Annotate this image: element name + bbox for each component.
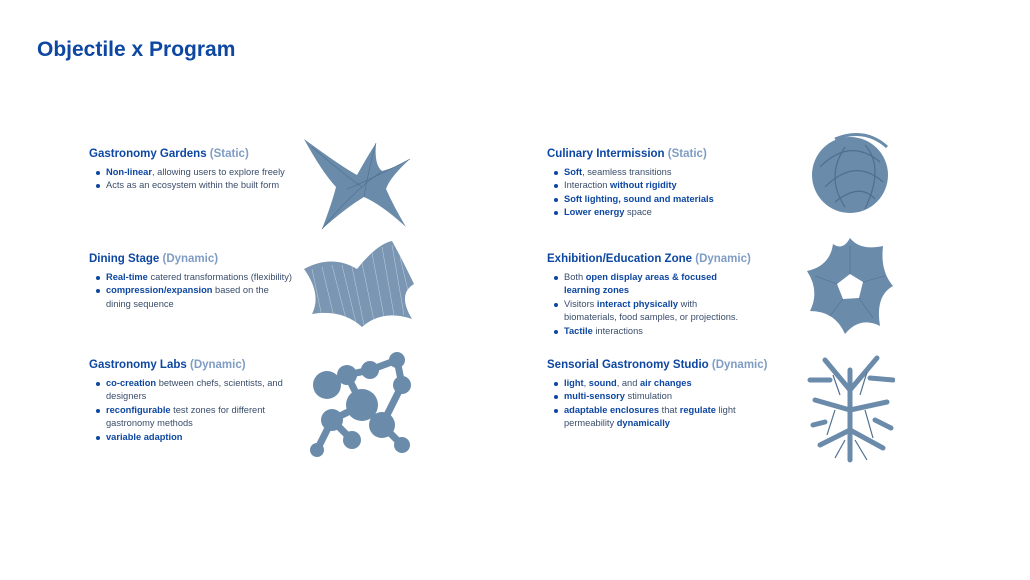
bullet-emphasis: open display areas & focused learning zones — [564, 272, 717, 296]
tensile-membrane-icon — [302, 137, 412, 232]
bullet-text: , seamless transitions — [582, 167, 672, 177]
bullet-item — [564, 166, 752, 179]
bullet-item — [564, 271, 752, 298]
bullet-list — [547, 377, 752, 431]
section-mode: (Dynamic) — [711, 359, 768, 371]
section-name: Exhibition/Education Zone — [547, 253, 693, 265]
section-mode: (Dynamic) — [695, 253, 751, 265]
section-gastronomy-gardens — [89, 148, 294, 193]
bullet-emphasis: variable adaption — [106, 431, 183, 442]
bullet-text: Both — [564, 272, 586, 282]
section-mode: (Dynamic) — [189, 359, 246, 371]
bullet-item — [564, 390, 752, 403]
bullet-item — [564, 377, 752, 390]
bullet-list — [89, 271, 294, 311]
bullet-text: that — [659, 404, 680, 415]
bullet-text: interactions — [592, 325, 643, 336]
bullet-text: stimulation — [624, 391, 672, 402]
bullet-emphasis: reconfigurable — [106, 404, 171, 415]
section-heading — [89, 359, 294, 371]
section-heading — [547, 359, 768, 371]
bullet-item — [564, 404, 752, 431]
section-name: Dining Stage — [89, 253, 160, 265]
section-exhibition-education-zone — [547, 253, 752, 338]
bullet-list — [89, 166, 294, 193]
bullet-text: , — [583, 378, 589, 388]
section-mode: (Static) — [209, 148, 249, 160]
bullet-item — [106, 179, 294, 192]
page-title: Objectile x Program — [37, 38, 236, 61]
bullet-emphasis: dynamically — [616, 418, 670, 429]
bullet-item — [564, 193, 752, 206]
section-sensorial-gastronomy-studio — [547, 359, 768, 431]
section-name: Gastronomy Gardens — [89, 148, 207, 160]
bullet-emphasis: adaptable enclosures — [564, 404, 660, 415]
bullet-emphasis: Real-time — [106, 272, 148, 282]
section-mode: (Static) — [667, 148, 707, 160]
bullet-item — [564, 325, 752, 338]
branching-coral-icon — [805, 350, 895, 465]
bullet-emphasis: Lower energy — [564, 207, 625, 218]
bullet-emphasis: without rigidity — [610, 180, 677, 191]
bullet-item — [106, 377, 294, 404]
bullet-emphasis: multi-sensory — [564, 391, 625, 402]
bullet-text: , and — [616, 378, 640, 388]
section-heading — [547, 148, 752, 160]
bullet-emphasis: interact physically — [596, 298, 679, 309]
organic-blob-network-icon — [302, 350, 412, 460]
bullet-text: test zones for different gastronomy methods — [106, 404, 265, 429]
bullet-emphasis: air changes — [639, 378, 692, 388]
bullet-text: Acts as an ecosystem within the built form — [106, 180, 280, 191]
bullet-emphasis: co-creation — [106, 378, 157, 388]
bullet-item — [564, 179, 752, 192]
bullet-text: , allowing users to explore freely — [151, 167, 285, 177]
bullet-text: light permeability — [564, 404, 736, 429]
bullet-item — [106, 431, 294, 444]
bullet-text: Visitors — [564, 298, 597, 309]
section-heading — [89, 253, 294, 265]
section-gastronomy-labs — [89, 359, 294, 444]
bullet-item — [564, 206, 752, 219]
bullet-emphasis: Tactile — [564, 325, 593, 336]
bullet-emphasis: regulate — [679, 404, 716, 415]
section-name: Gastronomy Labs — [89, 359, 187, 371]
bullet-emphasis: Non-linear — [106, 167, 152, 177]
bullet-list — [547, 271, 752, 338]
swirl-sphere-icon — [805, 127, 895, 217]
bullet-text: based on the dining sequence — [106, 285, 269, 309]
section-name: Culinary Intermission — [547, 148, 665, 160]
bullet-text: Interaction — [564, 180, 610, 191]
bullet-emphasis: Soft — [564, 167, 583, 177]
section-dining-stage — [89, 253, 294, 311]
section-name: Sensorial Gastronomy Studio — [547, 359, 709, 371]
bullet-list — [89, 377, 294, 444]
bullet-emphasis: light — [564, 378, 584, 388]
bullet-item — [106, 284, 294, 311]
ruled-wireframe-surface-icon — [302, 239, 417, 329]
pentagonal-ring-icon — [805, 236, 895, 336]
section-heading — [89, 148, 294, 160]
bullet-emphasis: sound — [588, 378, 617, 388]
bullet-list — [547, 166, 752, 220]
bullet-item — [106, 166, 294, 179]
bullet-item — [106, 404, 294, 431]
bullet-text: between chefs, scientists, and designers — [106, 378, 283, 402]
bullet-text: catered transformations (flexibility) — [147, 272, 293, 282]
section-heading — [547, 253, 752, 265]
section-culinary-intermission — [547, 148, 752, 220]
bullet-emphasis: Soft lighting, sound and materials — [564, 193, 714, 204]
section-mode: (Dynamic) — [162, 253, 219, 265]
bullet-emphasis: compression/expansion — [106, 285, 213, 296]
bullet-item — [564, 298, 752, 325]
bullet-text: with biomaterials, food samples, or projections. — [564, 298, 739, 323]
bullet-item — [106, 271, 294, 284]
bullet-text: space — [624, 207, 652, 218]
